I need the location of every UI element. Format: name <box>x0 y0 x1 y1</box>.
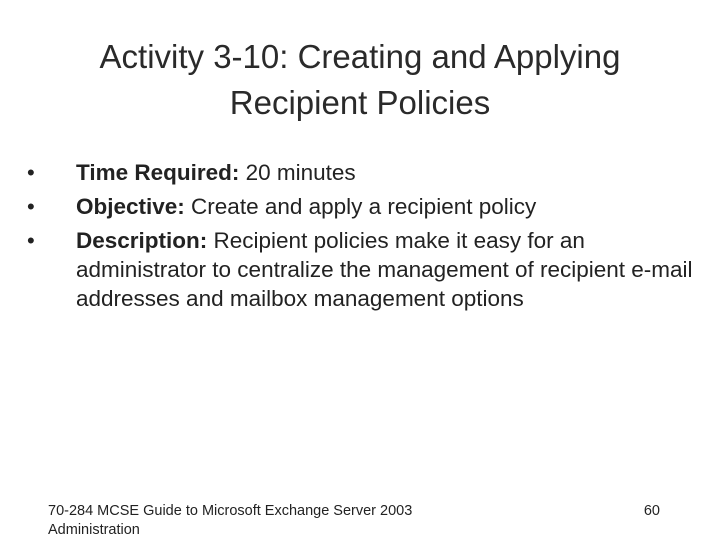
bullet-time-required <box>18 158 698 187</box>
bullet-objective <box>18 192 698 221</box>
bullet-symbol: • <box>27 160 35 185</box>
page-number: 60 <box>643 503 660 519</box>
footer-text: 70-284 MCSE Guide to Microsoft Exchange Server 2003 Administration <box>48 503 413 538</box>
bullet-text: Recipient policies make it easy for an administrator to centralize the management of recipient e-mail addresses and mailbox management options <box>76 228 693 311</box>
slide-title-line-1: Activity 3-10: Creating and Applying <box>99 38 621 75</box>
bullet-description <box>18 226 698 313</box>
bullet-text: 20 minutes <box>239 160 356 185</box>
bullet-list <box>18 158 698 318</box>
slide-title <box>40 34 680 126</box>
bullet-symbol: • <box>27 194 35 219</box>
bullet-label: Time Required: <box>76 160 240 185</box>
slide-title-line-2: Recipient Policies <box>229 84 491 121</box>
bullet-label: Objective: <box>76 194 185 219</box>
bullet-symbol: • <box>27 228 35 253</box>
bullet-text: Create and apply a recipient policy <box>184 194 537 219</box>
bullet-label: Description: <box>76 228 208 253</box>
